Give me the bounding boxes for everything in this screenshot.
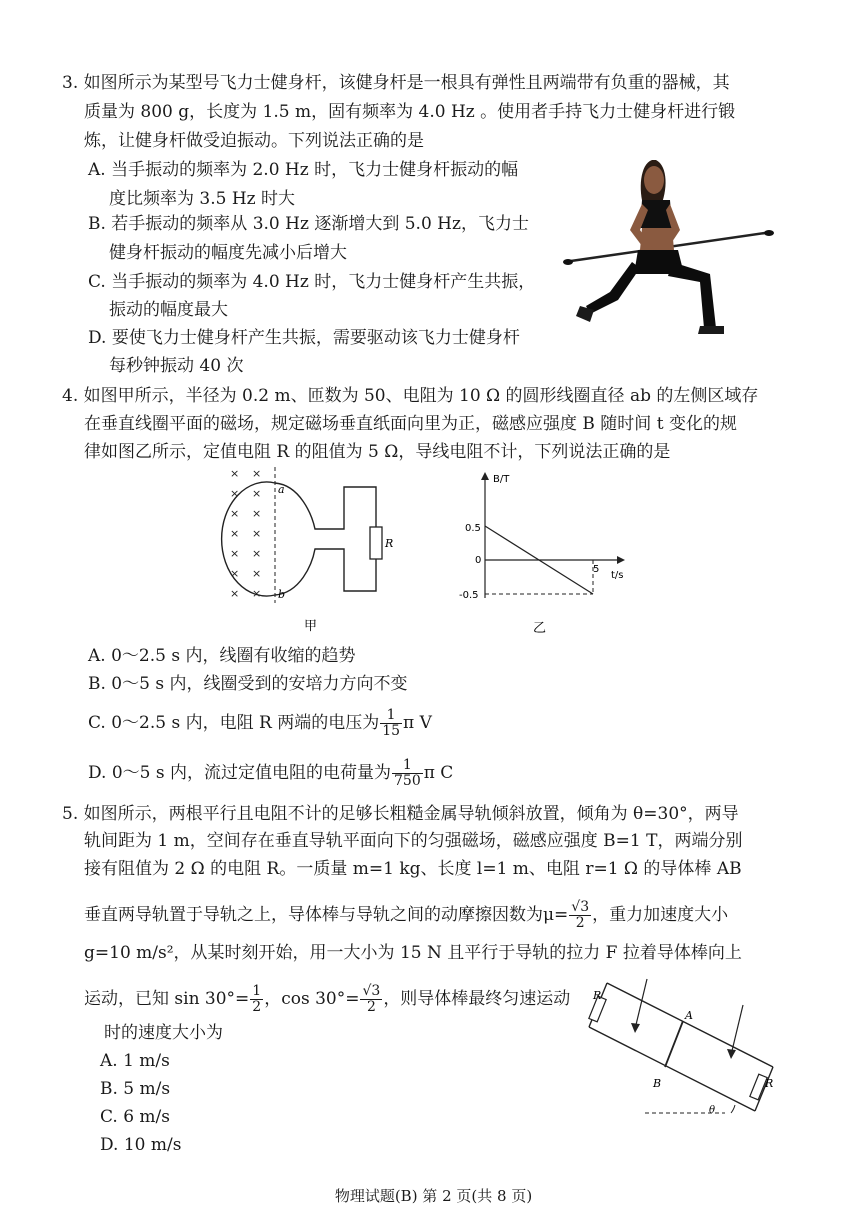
resistor-r [370, 527, 382, 559]
q3-option-b-line-2: 健身杆振动的幅度先减小后增大 [109, 243, 347, 263]
front-leg [668, 262, 716, 328]
svg-text:×: × [252, 567, 262, 580]
q4-stem-line-3: 律如图乙所示，定值电阻 R 的阻值为 5 Ω，导线电阻不计，下列说法正确的是 [84, 442, 671, 462]
q4-stem-line-2: 在垂直线圈平面的磁场，规定磁场垂直纸面向里为正，磁感应强度 B 随时间 t 变化的规 [84, 414, 737, 434]
q3-option-c-line-1: C. 当手振动的频率为 4.0 Hz 时，飞力士健身杆产生共振， [88, 272, 536, 292]
figure-jia-coil-circuit [220, 465, 395, 635]
svg-text:×: × [230, 487, 240, 500]
label-r-left: R [593, 989, 602, 1002]
field-arrow-right-head [727, 1049, 736, 1059]
bar-weight-right [764, 230, 774, 236]
q5-stem-line-2: 轨间距为 1 m，空间存在垂直导轨平面向下的匀强磁场，磁感应强度 B=1 T，两端分别 [84, 831, 743, 851]
caption-yi: 乙 [533, 621, 547, 636]
q3-stem-line-3: 炼，让健身杆做受迫振动。下列说法正确的是 [84, 131, 424, 151]
q5-stem-line-7: 时的速度大小为 [104, 1023, 223, 1043]
label-r-right: R [765, 1077, 774, 1090]
q3-option-a-line-2: 度比频率为 3.5 Hz 时大 [109, 189, 296, 209]
field-arrow-right [731, 1005, 743, 1055]
svg-text:×: × [252, 527, 262, 540]
q4-option-d-unit: π C [423, 763, 454, 783]
q4-option-d-text: D. 0～5 s 内，流过定值电阻的电荷量为 [88, 763, 391, 783]
conductor-rod-ab [665, 1021, 683, 1067]
head [644, 166, 664, 194]
tick-0-5: 0.5 [465, 523, 481, 534]
svg-text:×: × [252, 467, 262, 480]
page-footer: 物理试题(B) 第 2 页(共 8 页) [334, 1187, 533, 1205]
svg-text:×: × [230, 527, 240, 540]
fraction-sqrt3-2-cos: $\frac{√3}{2}$ [362, 983, 381, 1015]
label-b: B [653, 1077, 662, 1090]
fraction-1-750: $\frac{1}{750}$ [394, 757, 421, 789]
fraction-sqrt3-2: $\frac{√3}{2}$ [571, 899, 590, 931]
label-r: R [385, 537, 394, 550]
q5-option-c: C. 6 m/s [100, 1107, 171, 1127]
fraction-1-2: $\frac{1}{2}$ [252, 983, 262, 1015]
y-axis-arrow [481, 472, 489, 480]
bar-weight-left [563, 259, 573, 265]
y-axis-label: B/T [493, 474, 510, 485]
q3-option-b-line-1: B. 若手振动的频率从 3.0 Hz 逐渐增大到 5.0 Hz，飞力士 [88, 214, 529, 234]
q4-option-c-text: C. 0～2.5 s 内，电阻 R 两端的电压为 [88, 713, 380, 733]
q5-stem-line-5: g=10 m/s²，从某时刻开始，用一大小为 15 N 且平行于导轨的拉力 F 拉着导体棒向上 [84, 943, 742, 963]
svg-text:×: × [230, 467, 240, 480]
q4-option-a: A. 0～2.5 s 内，线圈有收缩的趋势 [88, 646, 356, 666]
angle-arc [731, 1105, 735, 1113]
q3-option-a-line-1: A. 当手振动的频率为 2.0 Hz 时，飞力士健身杆振动的幅 [88, 160, 519, 180]
q3-option-c-line-2: 振动的幅度最大 [109, 300, 228, 320]
q3-option-d-line-1: D. 要使飞力士健身杆产生共振，需要驱动该飞力士健身杆 [88, 328, 520, 348]
back-leg [586, 262, 640, 314]
tick-zero: 0 [475, 555, 482, 566]
q3-stem-line-2: 质量为 800 g，长度为 1.5 m，固有频率为 4.0 Hz 。使用者手持飞力士健身杆进行锻 [84, 102, 736, 122]
q5-stem-line-1: 5. 如图所示，两根平行且电阻不计的足够长粗糙金属导轨倾斜放置，倾角为 θ=30°，两导 [62, 804, 739, 824]
q4-option-c-unit: π V [403, 713, 432, 733]
label-b: b [278, 588, 286, 601]
field-arrow-left-head [631, 1023, 640, 1033]
tick-neg-0-5: -0.5 [459, 590, 479, 601]
x-axis-label: t/s [611, 570, 624, 581]
q5-stem-line-4: 垂直两导轨置于导轨之上，导体棒与导轨之间的动摩擦因数为μ= $\frac{√3}{2}$ ，重力加速度大小 [84, 899, 729, 931]
svg-text:×: × [252, 547, 262, 560]
label-a: A [685, 1009, 693, 1022]
front-shoe [698, 326, 724, 334]
svg-text:×: × [230, 567, 240, 580]
caption-jia: 甲 [304, 619, 318, 634]
figure-yi-b-t-graph [455, 470, 635, 640]
coil-leads-and-circuit [275, 483, 376, 595]
q5-option-a: A. 1 m/s [100, 1051, 170, 1071]
q4-option-b: B. 0～5 s 内，线圈受到的安培力方向不变 [88, 674, 408, 694]
x-axis-arrow [617, 556, 625, 564]
svg-text:×: × [252, 507, 262, 520]
rail-bottom [589, 1027, 755, 1111]
fraction-1-15: $\frac{1}{15}$ [382, 707, 401, 739]
q4-stem-line-1: 4. 如图甲所示，半径为 0.2 m、匝数为 50、电阻为 10 Ω 的圆形线圈直径 ab 的左侧区域存 [62, 386, 759, 406]
svg-text:×: × [230, 507, 240, 520]
figure-inclined-rails [585, 975, 795, 1125]
q5-stem-line-6: 运动，已知 sin 30°= $\frac{1}{2}$ ，cos 30°= $\frac{√3}{2}$ ，则导体棒最终匀速运动 [84, 983, 571, 1015]
label-theta: θ [709, 1105, 716, 1116]
field-arrow-left [635, 979, 647, 1029]
q3-option-d-line-2: 每秒钟振动 40 次 [109, 356, 244, 376]
svg-text:×: × [252, 587, 262, 600]
q4-option-c [88, 708, 432, 739]
svg-text:×: × [230, 547, 240, 560]
q5-stem-line-3: 接有阻值为 2 Ω 的电阻 R。一质量 m=1 kg、长度 l=1 m、电阻 r=1 Ω 的导体棒 AB [84, 859, 742, 879]
flexi-bar-exercise-illustration [560, 150, 775, 340]
q4-option-d [88, 758, 453, 789]
label-a: a [278, 483, 285, 496]
tick-t-5: 5 [593, 564, 600, 575]
svg-text:×: × [230, 587, 240, 600]
svg-text:×: × [252, 487, 262, 500]
q5-option-b: B. 5 m/s [100, 1079, 171, 1099]
q3-stem-line-1: 3. 如图所示为某型号飞力士健身杆，该健身杆是一根具有弹性且两端带有负重的器械，其 [62, 73, 730, 93]
q5-option-d: D. 10 m/s [100, 1135, 182, 1155]
